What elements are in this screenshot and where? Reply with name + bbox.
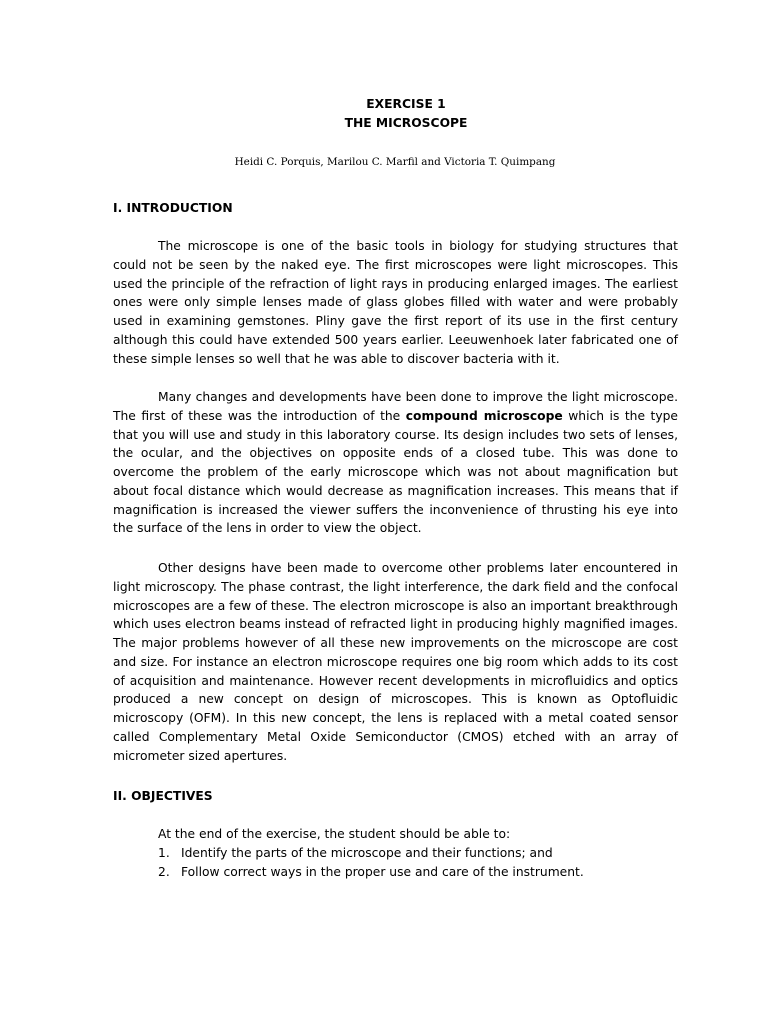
introduction-heading: I. INTRODUCTION: [113, 201, 233, 215]
introduction-paragraph-3: Other designs have been made to overcome other problems later encountered in light microscopy. The phase contrast, the light interference, the dark field and the confocal microscopes are a few of these. The electron microscope is also an important breakthrough which uses electron beams instead of refracted light in producing highly magnified images. The major problems however of all these new improvements on the microscope are cost and size. For instance an electron microscope requires one big room which adds to its cost of acquisition and maintenance. However recent developments in microfluidics and optics produced a new concept on design of microscopes. This is known as Optofluidic microscopy (OFM). In this new concept, the lens is replaced with a metal coated sensor called Complementary Metal Oxide Semiconductor (CMOS) etched with an array of micrometer sized apertures.: [113, 561, 678, 763]
exercise-number: EXERCISE 1: [366, 97, 446, 111]
list-item-text: Identify the parts of the microscope and their functions; and: [181, 846, 553, 860]
paragraph-2-text-end: which is the type that you will use and study in this laboratory course. Its design includes two sets of lenses, the ocular, and the objectives on opposite ends of a closed tube. This was done to overcome the problem of the early microscope which was not about magnification but about focal distance which would decrease as magnification increases. This means that if magnification is increased the viewer suffers the inconvenience of thrusting his eye into the surface of the lens in order to view the object.: [113, 408, 678, 536]
list-item-number: 2.: [158, 864, 170, 879]
objectives-heading: II. OBJECTIVES: [113, 789, 213, 803]
list-item: [158, 844, 584, 863]
objectives-intro: At the end of the exercise, the student should be able to:: [158, 827, 511, 841]
title-block: [0, 95, 768, 132]
compound-microscope-term: compound microscope: [405, 408, 563, 423]
objectives-list: [158, 844, 584, 882]
document-title: THE MICROSCOPE: [344, 115, 468, 130]
paragraph-2-text-start: Many changes and developments have been done to improve the light microscope. The first of these was the introduction of the: [113, 390, 678, 423]
authors-line: Heidi C. Porquis, Marilou C. Marfil and Victoria T. Quimpang: [234, 156, 556, 168]
introduction-paragraph-1: The microscope is one of the basic tools in biology for studying structures that could not be seen by the naked eye. The first microscopes were light microscopes. This used the principle of the refraction of light rays in producing enlarged images. The earliest ones were only simple lenses made of glass globes filled with water and were probably used in examining gemstones. Pliny gave the first report of its use in the first century although this could have extended 500 years earlier. Leeuwenhoek later fabricated one of these simple lenses so well that he was able to discover bacteria with it.: [113, 239, 678, 366]
list-item: [158, 863, 584, 882]
introduction-paragraph-2: [113, 388, 678, 538]
list-item-number: 1.: [158, 846, 170, 860]
list-item-text: Follow correct ways in the proper use and care of the instrument.: [181, 864, 584, 879]
